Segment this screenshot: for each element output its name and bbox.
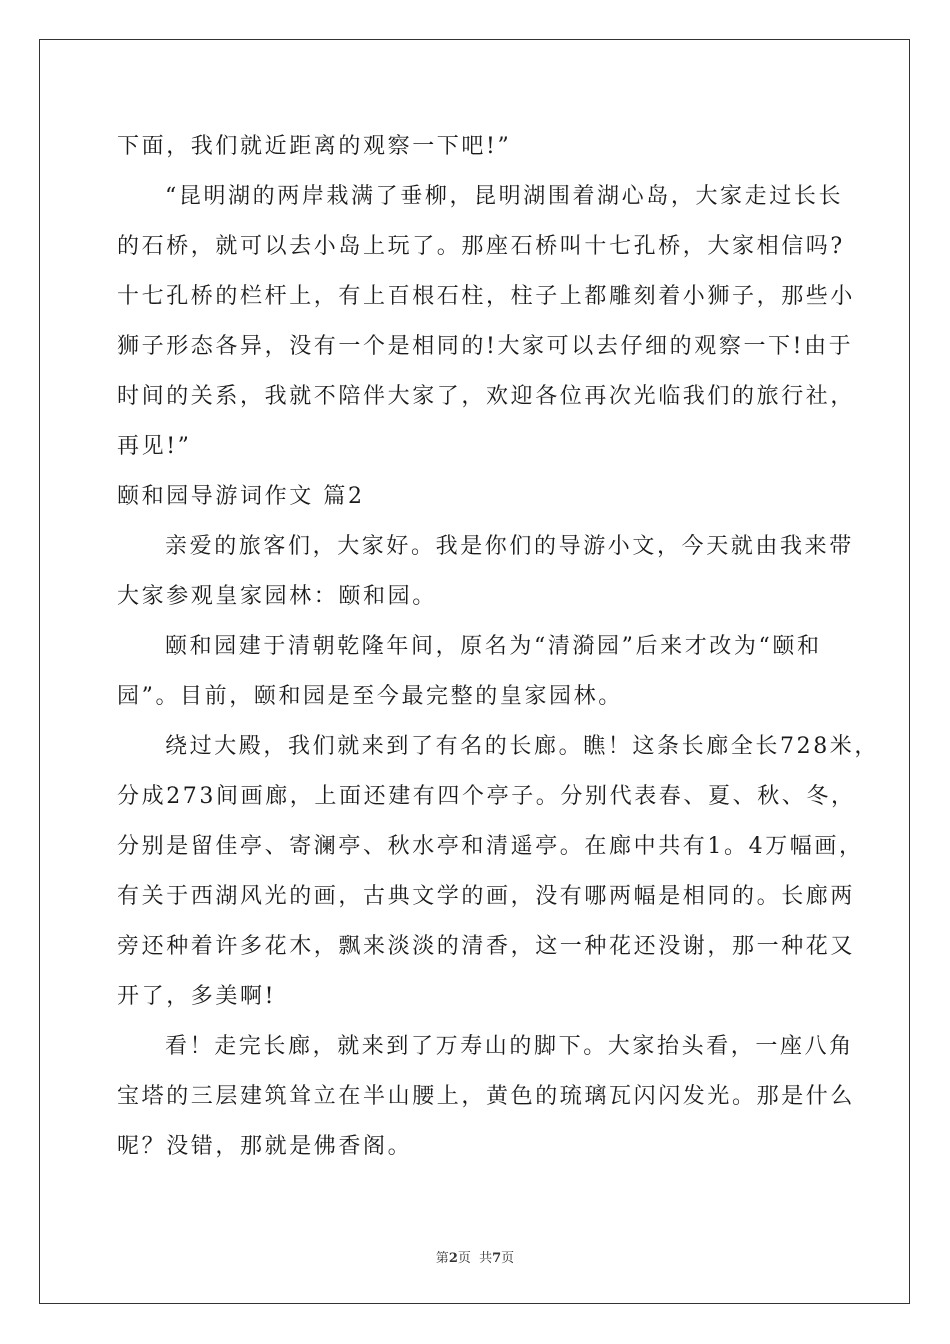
footer-middle: 页 共 — [457, 1251, 493, 1266]
text-line: 宝塔的三层建筑耸立在半山腰上，黄色的琉璃瓦闪闪发光。那是什么 — [117, 1084, 856, 1109]
text-line: 狮子形态各异，没有一个是相同的!大家可以去仔细的观察一下!由于 — [117, 334, 854, 359]
text-line: 呢？没错，那就是佛香阁。 — [117, 1134, 413, 1159]
text-line: 有关于西湖风光的画，古典文学的画，没有哪两幅是相同的。长廊两 — [117, 884, 856, 909]
footer-suffix: 页 — [501, 1251, 515, 1266]
text-line: 看！走完长廊，就来到了万寿山的脚下。大家抬头看，一座八角 — [165, 1034, 854, 1059]
text-line: 园”。目前，颐和园是至今最完整的皇家园林。 — [117, 684, 623, 709]
text-line: 再见!” — [117, 434, 192, 459]
page-footer — [0, 1247, 950, 1266]
total-pages-number: 7 — [492, 1251, 502, 1266]
text-line: 颐和园建于清朝乾隆年间，原名为“清漪园”后来才改为“颐和 — [165, 634, 822, 659]
text-line: 的石桥，就可以去小岛上玩了。那座石桥叫十七孔桥，大家相信吗? — [117, 234, 845, 259]
section-heading: 颐和园导游词作文 篇2 — [117, 484, 365, 509]
document-body — [117, 122, 879, 1172]
text-line: “昆明湖的两岸栽满了垂柳，昆明湖围着湖心岛，大家走过长长 — [165, 184, 844, 209]
text-line: 分成273间画廊，上面还建有四个亭子。分别代表春、夏、秋、冬， — [117, 784, 856, 809]
footer-prefix: 第 — [435, 1251, 449, 1266]
text-line: 绕过大殿，我们就来到了有名的长廊。瞧！这条长廊全长728米， — [165, 734, 879, 759]
text-line: 亲爱的旅客们，大家好。我是你们的导游小文，今天就由我来带 — [165, 534, 854, 559]
current-page-number: 2 — [448, 1251, 458, 1266]
text-line: 下面，我们就近距离的观察一下吧!” — [117, 134, 512, 159]
text-line: 旁还种着许多花木，飘来淡淡的清香，这一种花还没谢，那一种花又 — [117, 934, 856, 959]
text-line: 十七孔桥的栏杆上，有上百根石柱，柱子上都雕刻着小狮子，那些小 — [117, 284, 856, 309]
text-line: 时间的关系，我就不陪伴大家了，欢迎各位再次光临我们的旅行社， — [117, 384, 856, 409]
text-line: 大家参观皇家园林：颐和园。 — [117, 584, 437, 609]
text-line: 开了，多美啊! — [117, 984, 277, 1009]
text-line: 分别是留佳亭、寄澜亭、秋水亭和清遥亭。在廊中共有1。4万幅画， — [117, 834, 864, 859]
